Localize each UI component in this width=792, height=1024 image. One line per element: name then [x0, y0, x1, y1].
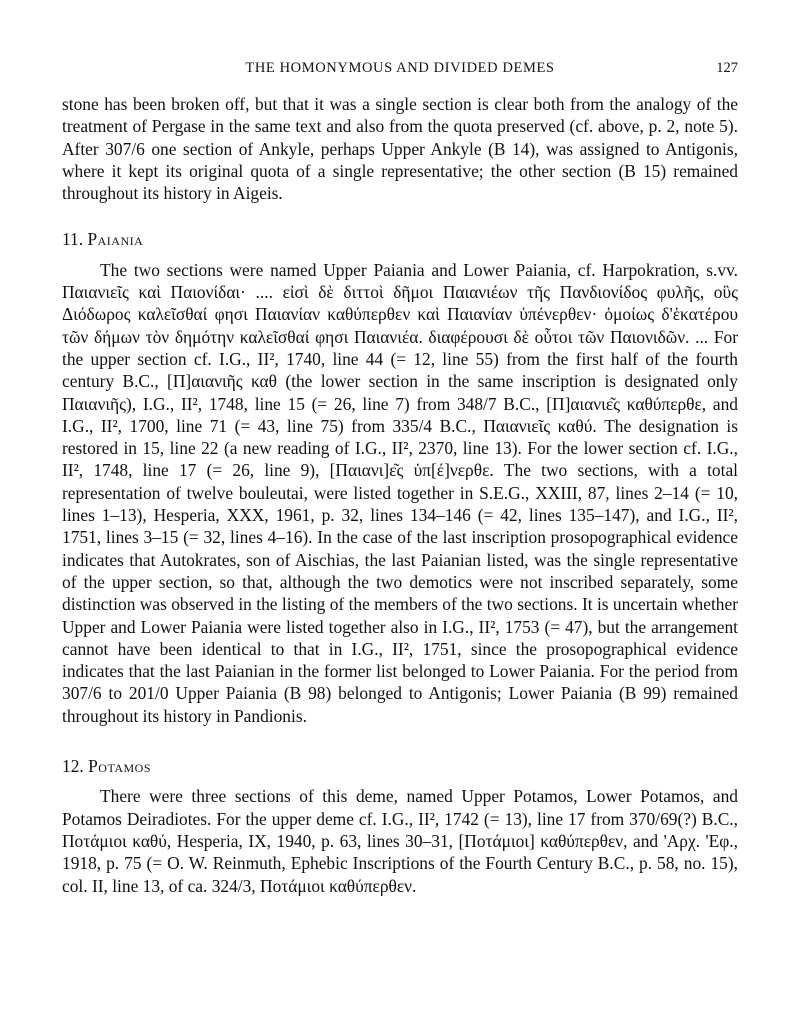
page-header	[62, 60, 738, 82]
body-text	[62, 93, 738, 897]
paragraph-intro: stone has been broken off, but that it was a single section is clear both from the analogy of the treatment of Pergase in the same text and also from the quota preserved (cf. above, p. 2, note 5). After 307/6 one section of Ankyle, perhaps Upper Ankyle (B 14), was assigned to Antigonis, where it kept its original quota of a single representative; the other section (B 15) remained throughout its history in Aigeis.	[62, 94, 738, 204]
section-title: Potamos	[88, 756, 151, 777]
paragraph-paiania: The two sections were named Upper Paiania and Lower Paiania, cf. Harpokration, s.vv. Παιανιεῖς καὶ Παιονίδαι· .... εἰσὶ δὲ διττοὶ δῆμοι Παιανιέων τῆς Πανδιονίδος φυλῆς, οὓς Διόδωρος καλεῖσθαί φησι Παιανίαν καθύπερθεν καὶ Παιανίαν ὑπένερθεν· ὁμοίως δ'ἑκατέρου τῶν δήμων τὸν δημότην καλεῖσθαί φησι Παιανιέα. διαφέρουσι δὲ οὗτοι τῶν Παιονιδῶν. ... For the upper section cf. I.G., II², 1740, line 44 (= 12, line 55) from the first half of the fourth century B.C., [Π]αιανιῆς καθ (the lower section in the same inscription is designated only Παιανιῆς), I.G., II², 1748, line 15 (= 26, line 7) from 348/7 B.C., [Π]αιανιε͂ς καθύπερθε, and I.G., II², 1700, line 71 (= 43, line 75) from 335/4 B.C., Παιανιεῖς καθύ. The designation is restored in 15, line 22 (a new reading of I.G., II², 2370, line 13). For the lower section cf. I.G., II², 1748, line 17 (= 26, line 9), [Παιανι]ε͂ς ὑπ[έ]νερθε. The two sections, with a total representation of twelve bouleutai, were listed together in S.E.G., XXIII, 87, lines 2–14 (= 10, lines 1–13), Hesperia, XXX, 1961, p. 32, lines 134–146 (= 42, lines 135–147), and I.G., II², 1751, lines 3–15 (= 32, lines 4–16). In the case of the last inscription prosopographical evidence indicates that Autokrates, son of Aischias, the last Paianian listed, was the single representative of the upper section, so that, although the two demotics were not inscribed separately, some distinction was observed in the listing of the members of the two sections. It is uncertain whether Upper and Lower Paiania were listed together also in I.G., II², 1753 (= 47), but the arrangement cannot have been identical to that in I.G., II², 1751, since the prosopographical evidence indicates that the last Paianian in the former list belonged to Lower Paiania. For the period from 307/6 to 201/0 Upper Paiania (B 98) belonged to Antigonis; Lower Paiania (B 99) remained throughout its history in Pandionis.	[62, 259, 738, 726]
section-heading-paiania	[62, 228, 738, 250]
section-number: 12.	[62, 756, 84, 777]
section-heading-potamos	[62, 755, 738, 777]
section-number: 11.	[62, 229, 84, 250]
paragraph-potamos: There were three sections of this deme, named Upper Potamos, Lower Potamos, and Potamos Deiradiotes. For the upper deme cf. I.G., II², 1742 (= 13), line 17 from 370/69(?) B.C., Ποτάμιοι καθύ, Hesperia, IX, 1940, p. 63, lines 30–31, [Ποτάμιοι] καθύπερθεν, and 'Αρχ. 'Εφ., 1918, p. 75 (= O. W. Reinmuth, Ephebic Inscriptions of the Fourth Century B.C., p. 58, no. 15), col. II, line 13, of ca. 324/3, Ποτάμιοι καθύπερθεν.	[62, 786, 738, 896]
section-title: Paiania	[87, 229, 144, 250]
page-number: 127	[716, 60, 738, 76]
running-title: THE HOMONYMOUS AND DIVIDED DEMES	[245, 60, 555, 76]
